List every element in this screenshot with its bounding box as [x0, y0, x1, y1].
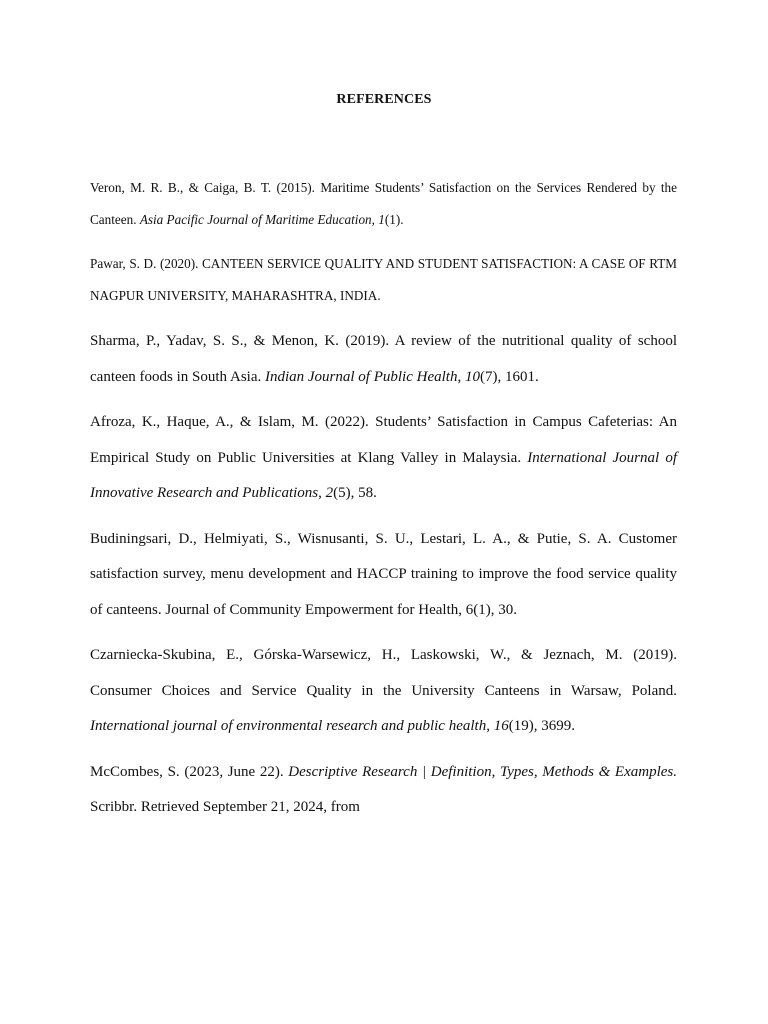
reference-veron-2015: Veron, M. R. B., & Caiga, B. T. (2015). Maritime Students’ Satisfaction on the Services Rendered by the Canteen. Asia Pacific Journal of Maritime Education, 1(1). [90, 180, 677, 227]
references-heading: REFERENCES [336, 92, 432, 107]
reference-pawar-2020: Pawar, S. D. (2020). CANTEEN SERVICE QUALITY AND STUDENT SATISFACTION: A CASE OF RTM NAGPUR UNIVERSITY, MAHARASHTRA, INDIA. [90, 256, 677, 303]
reference-sharma-2019: Sharma, P., Yadav, S. S., & Menon, K. (2019). A review of the nutritional quality of school canteen foods in South Asia. Indian Journal of Public Health, 10(7), 1601. [90, 333, 677, 385]
reference-afroza-2022: Afroza, K., Haque, A., & Islam, M. (2022). Students’ Satisfaction in Campus Cafeterias: An Empirical Study on Public Universities at Klang Valley in Malaysia. International Journal of Innovative Research and Publications, 2(5), 58. [90, 414, 677, 501]
reference-budiningsari: Budiningsari, D., Helmiyati, S., Wisnusanti, S. U., Lestari, L. A., & Putie, S. A. Customer satisfaction survey, menu development and HACCP training to improve the food service quality of canteens. Journal of Community Empowerment for Health, 6(1), 30. [90, 530, 677, 618]
reference-czarniecka-skubina-2019: Czarniecka-Skubina, E., Górska-Warsewicz, H., Laskowski, W., & Jeznach, M. (2019). Consumer Choices and Service Quality in the University Canteens in Warsaw, Poland. International journal of environmental research and public health, 16(19), 3699. [90, 647, 677, 734]
reference-mccombes-2023: McCombes, S. (2023, June 22). Descriptive Research | Definition, Types, Methods & Examples. Scribbr. Retrieved September 21, 2024, from [90, 763, 677, 815]
reference-list [90, 172, 677, 836]
